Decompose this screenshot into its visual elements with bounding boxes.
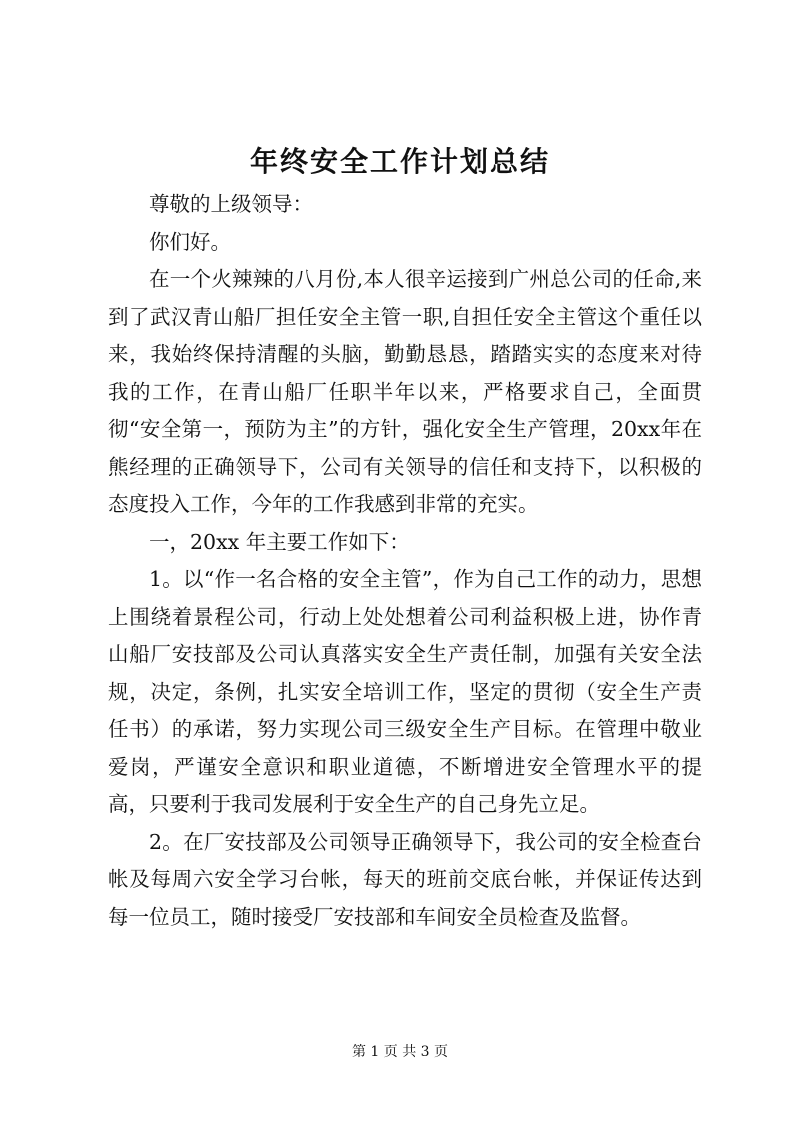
paragraph: 2。在厂安技部及公司领导正确领导下，我公司的安全检查台帐及每周六安全学习台帐，每天的班前交底台帐，并保证传达到每一位员工，随时接受厂安技部和车间安全员检查及监督。: [108, 829, 702, 929]
page-footer: 第 1 页 共 3 页: [351, 1044, 449, 1060]
salutation: 尊敬的上级领导：: [149, 192, 313, 216]
document-title: 年终安全工作计划总结: [249, 145, 550, 178]
paragraph: 1。以“作一名合格的安全主管”，作为自己工作的动力，思想上围绕着景程公司，行动上处处想着公司利益积极上进，协作青山船厂安技部及公司认真落实安全生产责任制，加强有关安全法规，决定，条例，扎实安全培训工作，坚定的贯彻（安全生产责任书）的承诺，努力实现公司三级安全生产目标。在管理中敬业爱岗，严谨安全意识和职业道德，不断增进安全管理水平的提高，只要利于我司发展利于安全生产的自己身先立足。: [108, 567, 702, 816]
greeting: 你们好。: [149, 229, 231, 254]
document-body: [108, 186, 702, 936]
section-heading: 一，20xx 年主要工作如下：: [149, 529, 410, 554]
paragraph: 在一个火辣辣的八月份,本人很辛运接到广州总公司的任命,来到了武汉青山船厂担任安全主管一职,自担任安全主管这个重任以来，我始终保持清醒的头脑，勤勤恳恳，踏踏实实的态度来对待我的工作，在青山船厂任职半年以来，严格要求自己，全面贯彻“安全第一，预防为主”的方针，强化安全生产管理，20xx年在熊经理的正确领导下，公司有关领导的信任和支持下，以积极的态度投入工作，今年的工作我感到非常的充实。: [108, 267, 702, 516]
